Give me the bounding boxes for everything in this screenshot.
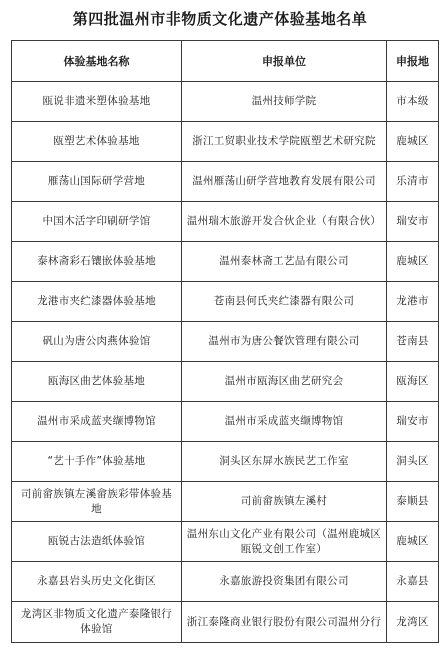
cell-region: 泰顺县 (387, 482, 439, 522)
cell-base-name: 司前畲族镇左溪畲族彩带体验基地 (12, 482, 182, 522)
table-row (12, 122, 439, 162)
cell-region: 市本级 (387, 82, 439, 122)
cell-region: 永嘉县 (387, 562, 439, 602)
table-row (12, 242, 439, 282)
cell-applicant: 温州市采成蓝夹缬博物馆 (182, 402, 387, 442)
document-title: 第四批温州市非物质文化遗产体验基地名单 (72, 10, 368, 28)
cell-region: 龙湾区 (387, 602, 439, 643)
table-row (12, 322, 439, 362)
cell-applicant: 温州市瓯海区曲艺研究会 (182, 362, 387, 402)
cell-applicant: 温州技师学院 (182, 82, 387, 122)
header-base-name: 体验基地名称 (12, 41, 182, 82)
cell-applicant: 温州东山文化产业有限公司（温州鹿城区瓯锐文创工作室） (182, 522, 387, 562)
cell-base-name: 瓯塑艺术体验基地 (12, 122, 182, 162)
cell-base-name: 瓯说非遗米塑体验基地 (12, 82, 182, 122)
cell-applicant: 苍南县何氏夹纻漆器有限公司 (182, 282, 387, 322)
cell-base-name: 永嘉县岩头历史文化街区 (12, 562, 182, 602)
cell-applicant: 温州雁荡山研学营地教育发展有限公司 (182, 162, 387, 202)
cell-region: 瑞安市 (387, 202, 439, 242)
cell-applicant: 温州泰林斋工艺品有限公司 (182, 242, 387, 282)
table-row (12, 482, 439, 522)
cell-applicant: 司前畲族镇左溪村 (182, 482, 387, 522)
cell-region: 鹿城区 (387, 242, 439, 282)
cell-base-name: 温州市采成蓝夹缬博物馆 (12, 402, 182, 442)
cell-base-name: 瓯海区曲艺体验基地 (12, 362, 182, 402)
cell-applicant: 永嘉旅游投资集团有限公司 (182, 562, 387, 602)
table-row (12, 442, 439, 482)
cell-region: 乐清市 (387, 162, 439, 202)
cell-base-name: 矾山为唐公肉燕体验馆 (12, 322, 182, 362)
cell-region: 鹿城区 (387, 122, 439, 162)
cell-base-name: 雁荡山国际研学营地 (12, 162, 182, 202)
cell-base-name: “艺十手作”体验基地 (12, 442, 182, 482)
table-row (12, 282, 439, 322)
cell-applicant: 洞头区东屏水族民艺工作室 (182, 442, 387, 482)
table-row (12, 402, 439, 442)
cell-region: 龙港市 (387, 282, 439, 322)
cell-base-name: 龙港市夹纻漆器体验基地 (12, 282, 182, 322)
cell-applicant: 温州瑞木旅游开发合伙企业（有限合伙） (182, 202, 387, 242)
table-row (12, 162, 439, 202)
cell-base-name: 中国木活字印刷研学馆 (12, 202, 182, 242)
cell-region: 瑞安市 (387, 402, 439, 442)
cell-base-name: 瓯锐古法造纸体验馆 (12, 522, 182, 562)
cell-region: 鹿城区 (387, 522, 439, 562)
header-applicant: 申报单位 (182, 41, 387, 82)
table-row (12, 522, 439, 562)
cell-region: 瓯海区 (387, 362, 439, 402)
cell-applicant: 温州市为唐公餐饮管理有限公司 (182, 322, 387, 362)
table-row (12, 562, 439, 602)
cell-applicant: 浙江工贸职业技术学院瓯塑艺术研究院 (182, 122, 387, 162)
cell-base-name: 泰林斋彩石镶嵌体验基地 (12, 242, 182, 282)
table-row (12, 362, 439, 402)
table-row (12, 602, 439, 643)
cell-region: 洞头区 (387, 442, 439, 482)
cell-applicant: 浙江泰隆商业银行股份有限公司温州分行 (182, 602, 387, 643)
table-row (12, 202, 439, 242)
cell-region: 苍南县 (387, 322, 439, 362)
cell-base-name: 龙湾区非物质文化遗产泰隆银行体验馆 (12, 602, 182, 643)
header-region: 申报地 (387, 41, 439, 82)
table-row (12, 82, 439, 122)
table-header-row (12, 41, 439, 82)
base-list-table (11, 40, 439, 643)
